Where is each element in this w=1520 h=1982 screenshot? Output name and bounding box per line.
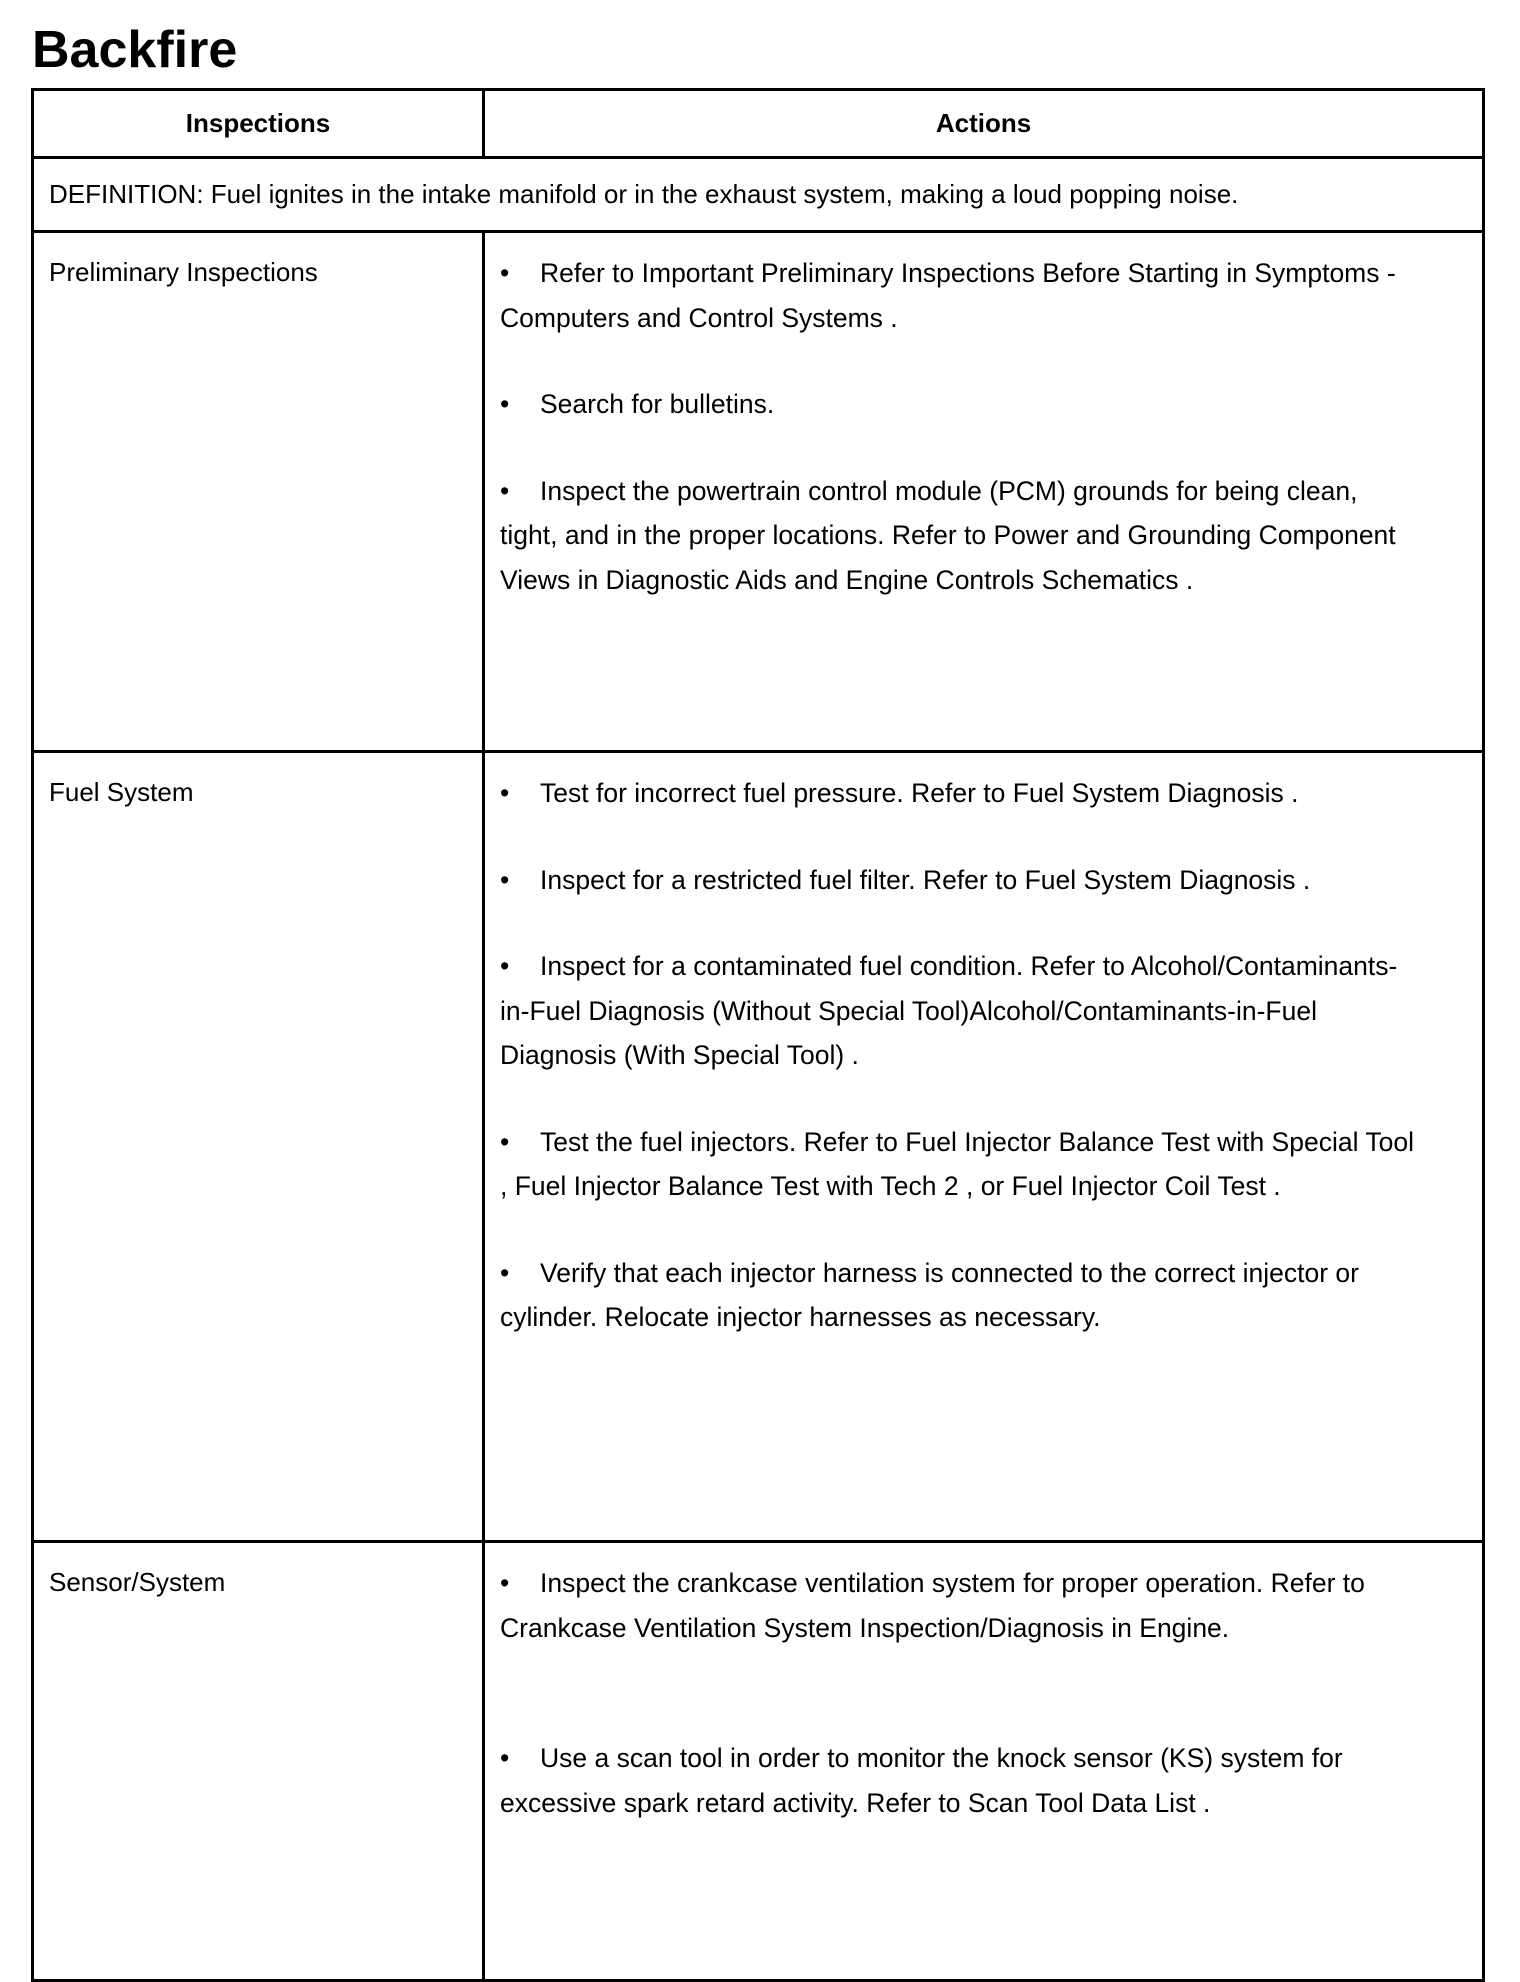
action-text: Refer to Important Preliminary Inspections Before Starting in Symptoms - Computers and Control Systems . — [500, 258, 1396, 333]
action-text: Test the fuel injectors. Refer to Fuel Injector Balance Test with Special Tool , Fuel Injector Balance Test with Tech 2 , or Fuel Injector Coil Test . — [500, 1126, 1414, 1201]
header-actions: Actions — [484, 90, 1484, 158]
bullet-icon: • — [500, 389, 510, 419]
bullet-icon: • — [500, 258, 510, 288]
action-item — [500, 858, 1422, 903]
actions-cell — [484, 752, 1484, 1542]
action-text: Test for incorrect fuel pressure. Refer to Fuel System Diagnosis . — [540, 778, 1299, 808]
bullet-icon: • — [500, 1126, 510, 1157]
header-inspections: Inspections — [33, 90, 484, 158]
action-item — [500, 251, 1422, 340]
actions-cell — [484, 232, 1484, 752]
action-text: Inspect for a contaminated fuel condition. Refer to Alcohol/Contaminants-in-Fuel Diagnosis (Without Special Tool)Alcohol/Contaminants-in-Fuel Diagnosis (With Special Tool) . — [500, 951, 1398, 1070]
bullet-icon: • — [500, 1257, 510, 1288]
bullet-icon: • — [500, 475, 510, 506]
action-text: Use a scan tool in order to monitor the knock sensor (KS) system for excessive spark retard activity. Refer to Scan Tool Data List . — [500, 1743, 1343, 1818]
table-header-row — [33, 90, 1484, 158]
action-item — [500, 382, 1422, 427]
action-item — [500, 944, 1422, 1078]
action-item — [500, 1120, 1422, 1209]
action-item — [500, 469, 1422, 603]
bullet-icon: • — [500, 864, 510, 895]
bullet-icon: • — [500, 951, 510, 981]
bullet-icon: • — [500, 1568, 510, 1598]
action-item — [500, 771, 1422, 816]
action-item — [500, 1736, 1422, 1825]
action-text: Inspect for a restricted fuel filter. Refer to Fuel System Diagnosis . — [540, 864, 1311, 895]
definition-row — [33, 158, 1484, 232]
action-item — [500, 1251, 1422, 1340]
table-row — [33, 752, 1484, 1542]
bullet-icon: • — [500, 778, 510, 808]
action-text: Search for bulletins. — [540, 389, 775, 419]
definition-text: DEFINITION: Fuel ignites in the intake manifold or in the exhaust system, making a loud popping noise. — [33, 158, 1484, 232]
inspection-label: Fuel System — [33, 752, 484, 1542]
inspection-label: Preliminary Inspections — [33, 232, 484, 752]
bullet-icon: • — [500, 1743, 510, 1773]
diagnostic-table — [31, 88, 1485, 1982]
table-row — [33, 1542, 1484, 1981]
action-text: Verify that each injector harness is connected to the correct injector or cylinder. Relocate injector harnesses as necessary. — [500, 1257, 1359, 1332]
action-text: Inspect the powertrain control module (PCM) grounds for being clean, tight, and in the proper locations. Refer to Power and Grounding Component Views in Diagnostic Aids and Engine Controls Schematics . — [500, 475, 1396, 595]
action-item — [500, 1561, 1422, 1650]
page-title: Backfire — [32, 21, 238, 79]
table-row — [33, 232, 1484, 752]
actions-cell — [484, 1542, 1484, 1981]
action-text: Inspect the crankcase ventilation system for proper operation. Refer to Crankcase Ventilation System Inspection/Diagnosis in Engine. — [500, 1568, 1365, 1643]
inspection-label: Sensor/System — [33, 1542, 484, 1981]
